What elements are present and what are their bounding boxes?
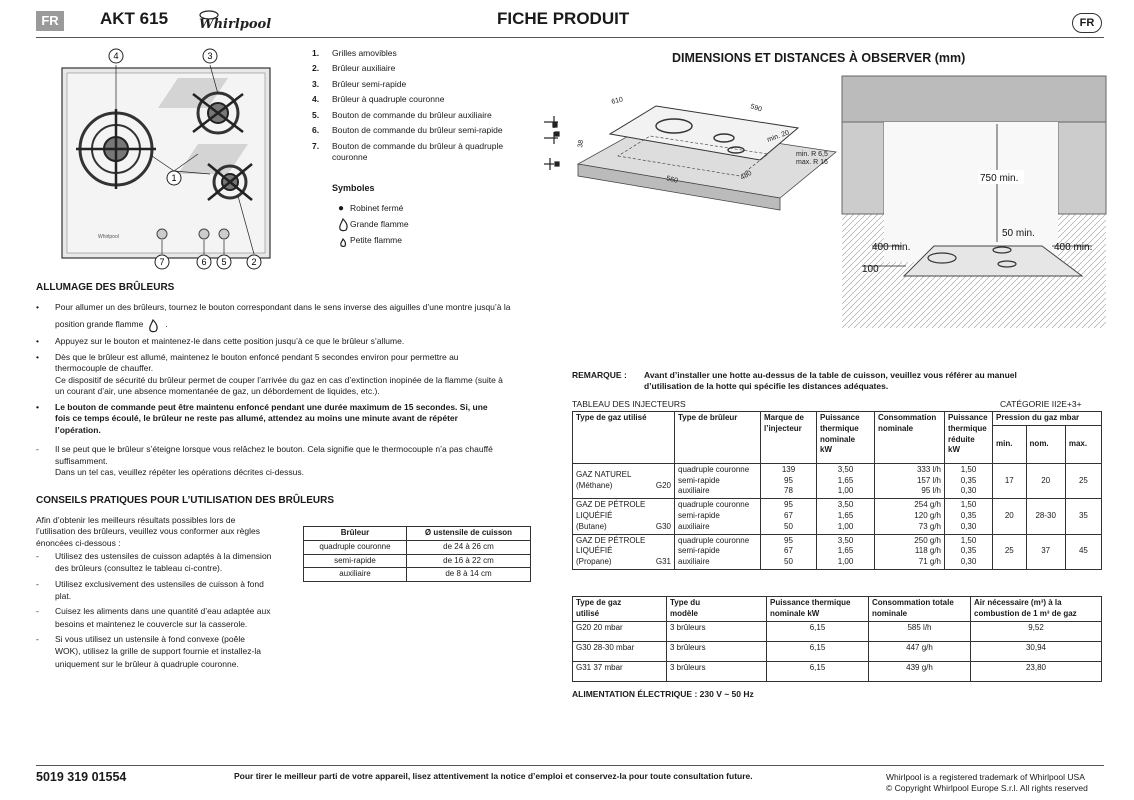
gas-category: CATÉGORIE II2E+3+ (1000, 399, 1082, 409)
list-item: 4. Brûleur à quadruple couronne (312, 94, 445, 105)
table-row: GAZ NATUREL (Méthane) G20 quadruple couronne semi-rapide auxiliaire 139 95 78 3,50 1,65 1,00 333 l/h 157 l/h 95 l/h 1,50 0,35 0,30 17 20 25 (573, 463, 1102, 498)
brand-wordmark: Whirlpool (199, 17, 272, 32)
brand-logo (197, 8, 272, 34)
knob-position-icons (542, 114, 564, 174)
ignition-title: ALLUMAGE DES BRÛLEURS (36, 282, 175, 293)
symbol-large-flame: Grande flamme (338, 218, 409, 232)
dimensions-title: DIMENSIONS ET DISTANCES À OBSERVER (mm) (672, 51, 966, 65)
large-flame-icon (338, 218, 350, 232)
table-row: quadruple couronne de 24 à 26 cm (304, 540, 531, 554)
injector-table: Type de gaz utilisé Type de brûleur Marque de l’injecteur Puissance thermique nominale kW Consommation nominale Puissance thermique réduite kW Pression du gaz mbar min. nom. max. GAZ NATUREL (Méthane) G20 quadruple couronne semi-rapide auxiliaire 139 95 78 3,50 1,65 1,00 333 l/h 157 l/h 95 l/h 1,50 0,35 0,30 17 20 25 GAZ DE PÉTROLE LIQUÉFIÉ (Butane) G30 quadruple couronne semi-rapide auxiliaire 95 67 50 3,50 1,65 1,00 254 g/h 120 g/h 73 g/h 1,50 0,35 0,30 20 28-30 35 GAZ DE PÉTROLE LIQUÉFIÉ (Propane) G31 quadruple couronne semi-rapide auxiliaire 95 67 50 3,50 1,65 1,00 250 g/h 118 g/h 71 g/h 1,50 0,35 0,30 25 37 45 (572, 411, 1102, 570)
header-divider (36, 37, 1104, 38)
hood-note: REMARQUE : Avant d’installer une hotte au-dessus de la table de cuisson, veuillez vous référer au manuel d’utilisation de la hotte qui spécifie les distances adéquates. (572, 370, 1017, 392)
table-row: G31 37 mbar 3 brûleurs 6,15 439 g/h 23,80 (573, 661, 1102, 681)
tips-list: - Utilisez des ustensiles de cuisson adaptés à la dimension des brûleurs (consultez le tableau ci-contre). - Utilisez exclusivement des ustensiles de cuisson à fond plat. - Cuisez les aliments dans une quantité d’eau adaptée aux besoins et maintenez le couvercle sur la casserole. - Si vous utilisez un ustensile à fond convexe (poêle WOK), utilisez la grille de support fournie et installez-la uniquement sur le brûleur à quadruple couronne. (36, 551, 272, 669)
callout-4: 4 (113, 51, 119, 61)
tips-intro: Afin d’obtenir les meilleurs résultats possibles lors de l’utilisation des brûleurs, veuillez vous conformer aux règles énoncées ci-dessous : (36, 515, 260, 548)
utensil-table: Brûleur Ø ustensile de cuisson quadruple couronne de 24 à 26 cm semi-rapide de 16 à 22 cm auxiliaire de 8 à 14 cm (303, 526, 531, 582)
svg-text:min. R 6,5: min. R 6,5 (796, 151, 828, 158)
table-row: auxiliaire de 8 à 14 cm (304, 568, 531, 582)
callout-1: 1 (171, 173, 177, 183)
install-dimensions-diagram (570, 76, 838, 226)
list-item: 7. Bouton de commande du brûleur à quadruple couronne (312, 140, 504, 163)
table-row: GAZ DE PÉTROLE LIQUÉFIÉ (Propane) G31 quadruple couronne semi-rapide auxiliaire 95 67 50 3,50 1,65 1,00 250 g/h 118 g/h 71 g/h 1,50 0,35 0,30 25 37 45 (573, 534, 1102, 569)
table-row: G30 28-30 mbar 3 brûleurs 6,15 447 g/h 30,94 (573, 641, 1102, 661)
electric-supply: ALIMENTATION ÉLECTRIQUE : 230 V ~ 50 Hz (572, 689, 754, 699)
callout-3: 3 (207, 51, 213, 61)
callout-7: 7 (159, 257, 165, 267)
large-flame-icon (147, 319, 161, 333)
small-flame-icon (338, 234, 350, 248)
clearance-diagram (842, 76, 1106, 328)
svg-text:50 min.: 50 min. (1002, 228, 1035, 239)
svg-text:100: 100 (862, 264, 879, 275)
closed-tap-icon: ● (338, 203, 345, 214)
callout-5: 5 (221, 257, 227, 267)
language-badge: FR (36, 11, 64, 31)
table-row: semi-rapide de 16 à 22 cm (304, 554, 531, 568)
table-row: G20 20 mbar 3 brûleurs 6,15 585 l/h 9,52 (573, 621, 1102, 641)
footer-note: Pour tirer le meilleur parti de votre appareil, lisez attentivement la notice d’emploi et conservez-la pour toute consultation future. (234, 771, 753, 781)
hob-diagram (58, 44, 278, 274)
hob-illustration (58, 44, 278, 274)
list-item: 5. Bouton de commande du brûleur auxiliaire (312, 109, 492, 120)
svg-text:max. R 16: max. R 16 (796, 159, 828, 166)
svg-text:560: 560 (665, 175, 679, 185)
svg-text:400 min.: 400 min. (1054, 242, 1093, 253)
callout-6: 6 (201, 257, 207, 267)
svg-text:480: 480 (739, 169, 754, 182)
svg-text:min. 20: min. 20 (766, 129, 791, 144)
svg-text:400 min.: 400 min. (872, 242, 911, 253)
footer-divider (36, 765, 1104, 766)
table-row: GAZ DE PÉTROLE LIQUÉFIÉ (Butane) G30 quadruple couronne semi-rapide auxiliaire 95 67 50 3,50 1,65 1,00 254 g/h 120 g/h 73 g/h 1,50 0,35 0,30 20 28-30 35 (573, 499, 1102, 534)
symbols-title: Symboles (332, 183, 375, 193)
tips-title: CONSEILS PRATIQUES POUR L’UTILISATION DES BRÛLEURS (36, 495, 334, 506)
svg-text:38: 38 (577, 139, 586, 149)
ignition-instructions: • Pour allumer un des brûleurs, tournez le bouton correspondant dans le sens inverse des aiguilles d’une montre jusqu’à la position grande flamme . • Appuyez sur le bouton et maintenez-le dans cette position jusqu’à ce que le brûleur s’allume. • Dès que le brûleur est allumé, maintenez le bouton enfoncé pendant 5 secondes environ pour permettre au thermocouple de chauffer. Ce dispositif de sécurité du brûleur permet de couper l’arrivée du gaz en cas d’extinction inopinée de la flamme (suite à un courant d’air, une absence momentanée de gaz, un débordement de liquides, etc.). • Le bouton de commande peut être maintenu enfoncé pendant une durée maximum de 15 secondes. Si, une fois ce temps écoulé, le brûleur ne reste pas allumé, attendez au moins une minute avant de répéter l’opération. - Il se peut que le brûleur s’éteigne lorsque vous relâchez le bouton. Cela signifie que le thermocouple n’a pas chauffé suffisamment. Dans un tel cas, veuillez répéter les opérations décrites ci-dessus. (36, 302, 511, 478)
injector-table-title: TABLEAU DES INJECTEURS (572, 399, 686, 409)
summary-table: Type de gaz utilisé Type du modèle Puissance thermique nominale kW Consommation totale nominale Air nécessaire (m³) à la combustion de 1 m³ de gaz G20 20 mbar 3 brûleurs 6,15 585 l/h 9,52 G30 28-30 mbar 3 brûleurs 6,15 447 g/h 30,94 G31 37 mbar 3 brûleurs 6,15 439 g/h 23,80 (572, 596, 1102, 682)
list-item: 2. Brûleur auxiliaire (312, 63, 396, 74)
svg-text:610: 610 (610, 96, 624, 106)
footer-legal: Whirlpool is a registered trademark of Whirlpool USA © Copyright Whirlpool Europe S.r.l. All rights reserved (886, 772, 1088, 794)
page-title: FICHE PRODUIT (497, 9, 630, 28)
list-item: 3. Brûleur semi-rapide (312, 78, 407, 89)
symbol-closed: ● Robinet fermé (338, 203, 404, 214)
language-badge-right: FR (1072, 13, 1102, 33)
list-item: 1. Grilles amovibles (312, 48, 397, 58)
component-list (312, 48, 540, 168)
svg-text:750 min.: 750 min. (980, 173, 1019, 184)
symbol-small-flame: Petite flamme (338, 234, 402, 248)
callout-2: 2 (251, 257, 257, 267)
list-item: 6. Bouton de commande du brûleur semi-rapide (312, 125, 503, 136)
svg-text:Whirlpool: Whirlpool (98, 234, 119, 240)
svg-text:590: 590 (749, 103, 763, 114)
document-code: 5019 319 01554 (36, 770, 127, 784)
model-name: AKT 615 (100, 9, 169, 28)
